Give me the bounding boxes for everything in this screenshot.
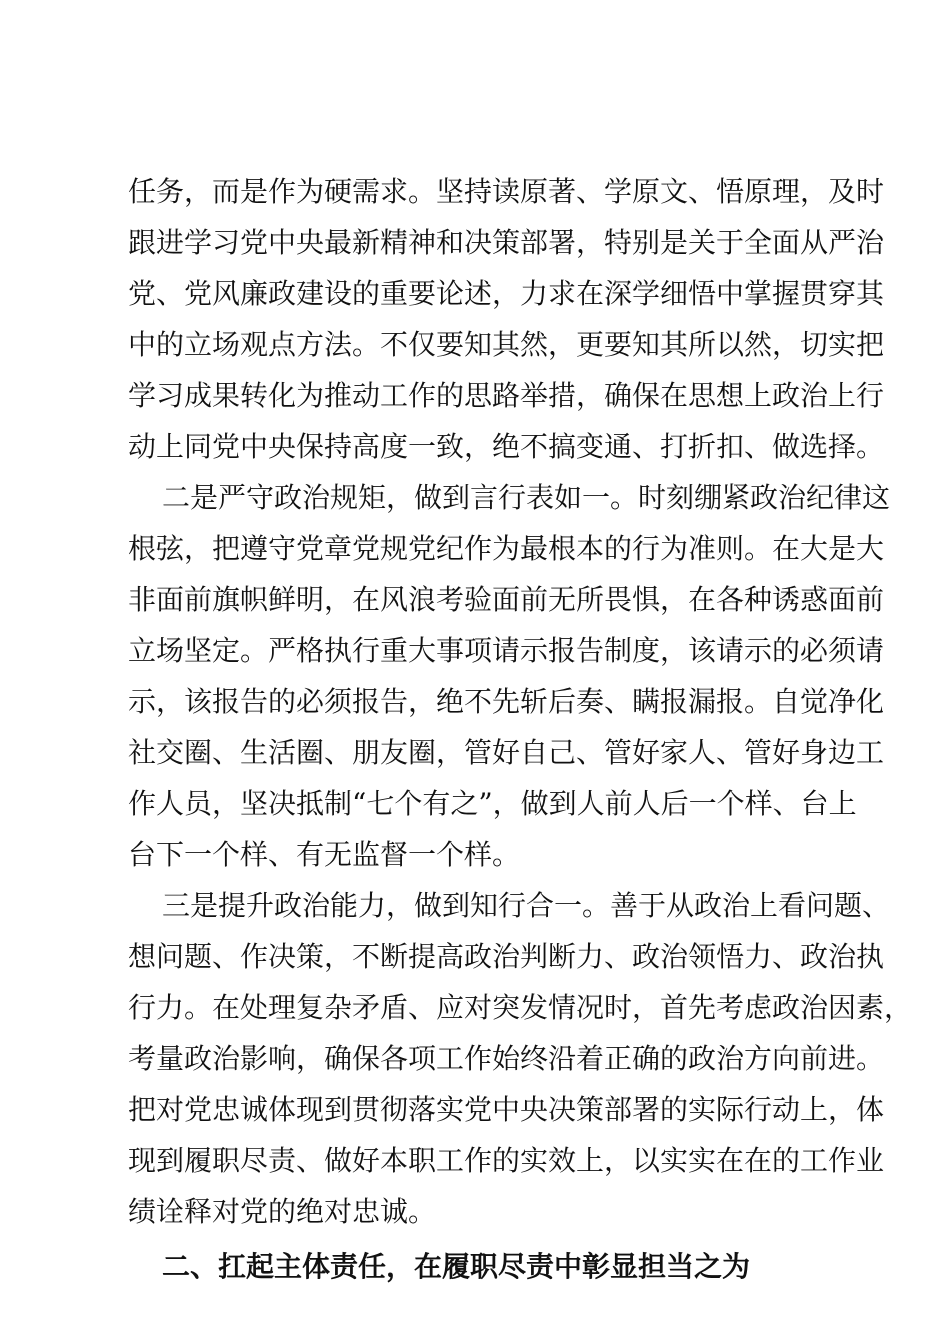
section-heading: 二、扛起主体责任，在履职尽责中彰显担当之为 (162, 1250, 751, 1283)
paragraph-2-line-3: 非面前旗帜鲜明，在风浪考验面前无所畏惧，在各种诱惑面前 (128, 583, 885, 616)
paragraph-3-line-5: 把对党忠诚体现到贯彻落实党中央决策部署的实际行动上，体 (128, 1093, 885, 1126)
document-body (128, 166, 913, 1292)
paragraph-1-line-1: 任务，而是作为硬需求。坚持读原著、学原文、悟原理，及时 (128, 175, 885, 208)
paragraph-3-line-7: 绩诠释对党的绝对忠诚。 (128, 1195, 437, 1228)
paragraph-2-line-5: 示，该报告的必须报告，绝不先斩后奏、瞒报漏报。自觉净化 (128, 685, 885, 718)
paragraph-2-line-7: 作人员，坚决抵制“七个有之”，做到人前人后一个样、台上 (128, 787, 857, 820)
paragraph-3-line-6: 现到履职尽责、做好本职工作的实效上，以实实在在的工作业 (128, 1144, 885, 1177)
paragraph-3-line-3: 行力。在处理复杂矛盾、应对突发情况时，首先考虑政治因素， (128, 991, 913, 1024)
paragraph-2-line-8: 台下一个样、有无监督一个样。 (128, 838, 521, 871)
paragraph-1-line-6: 动上同党中央保持高度一致，绝不搞变通、打折扣、做选择。 (128, 430, 885, 463)
paragraph-1-line-4: 中的立场观点方法。不仅要知其然，更要知其所以然，切实把 (128, 328, 885, 361)
paragraph-2-line-6: 社交圈、生活圈、朋友圈，管好自己、管好家人、管好身边工 (128, 736, 885, 769)
paragraph-3-line-2: 想问题、作决策，不断提高政治判断力、政治领悟力、政治执 (128, 940, 885, 973)
paragraph-1-line-2: 跟进学习党中央最新精神和决策部署，特别是关于全面从严治 (128, 226, 885, 259)
paragraph-2-line-4: 立场坚定。严格执行重大事项请示报告制度，该请示的必须请 (128, 634, 885, 667)
paragraph-1-line-3: 党、党风廉政建设的重要论述，力求在深学细悟中掌握贯穿其 (128, 277, 885, 310)
paragraph-2-line-2: 根弦，把遵守党章党规党纪作为最根本的行为准则。在大是大 (128, 532, 885, 565)
paragraph-3-line-1: 三是提升政治能力，做到知行合一。善于从政治上看问题、 (162, 889, 891, 922)
paragraph-3-line-4: 考量政治影响，确保各项工作始终沿着正确的政治方向前进。 (128, 1042, 885, 1075)
paragraph-1-line-5: 学习成果转化为推动工作的思路举措，确保在思想上政治上行 (128, 379, 885, 412)
paragraph-2-line-1: 二是严守政治规矩，做到言行表如一。时刻绷紧政治纪律这 (162, 481, 891, 514)
